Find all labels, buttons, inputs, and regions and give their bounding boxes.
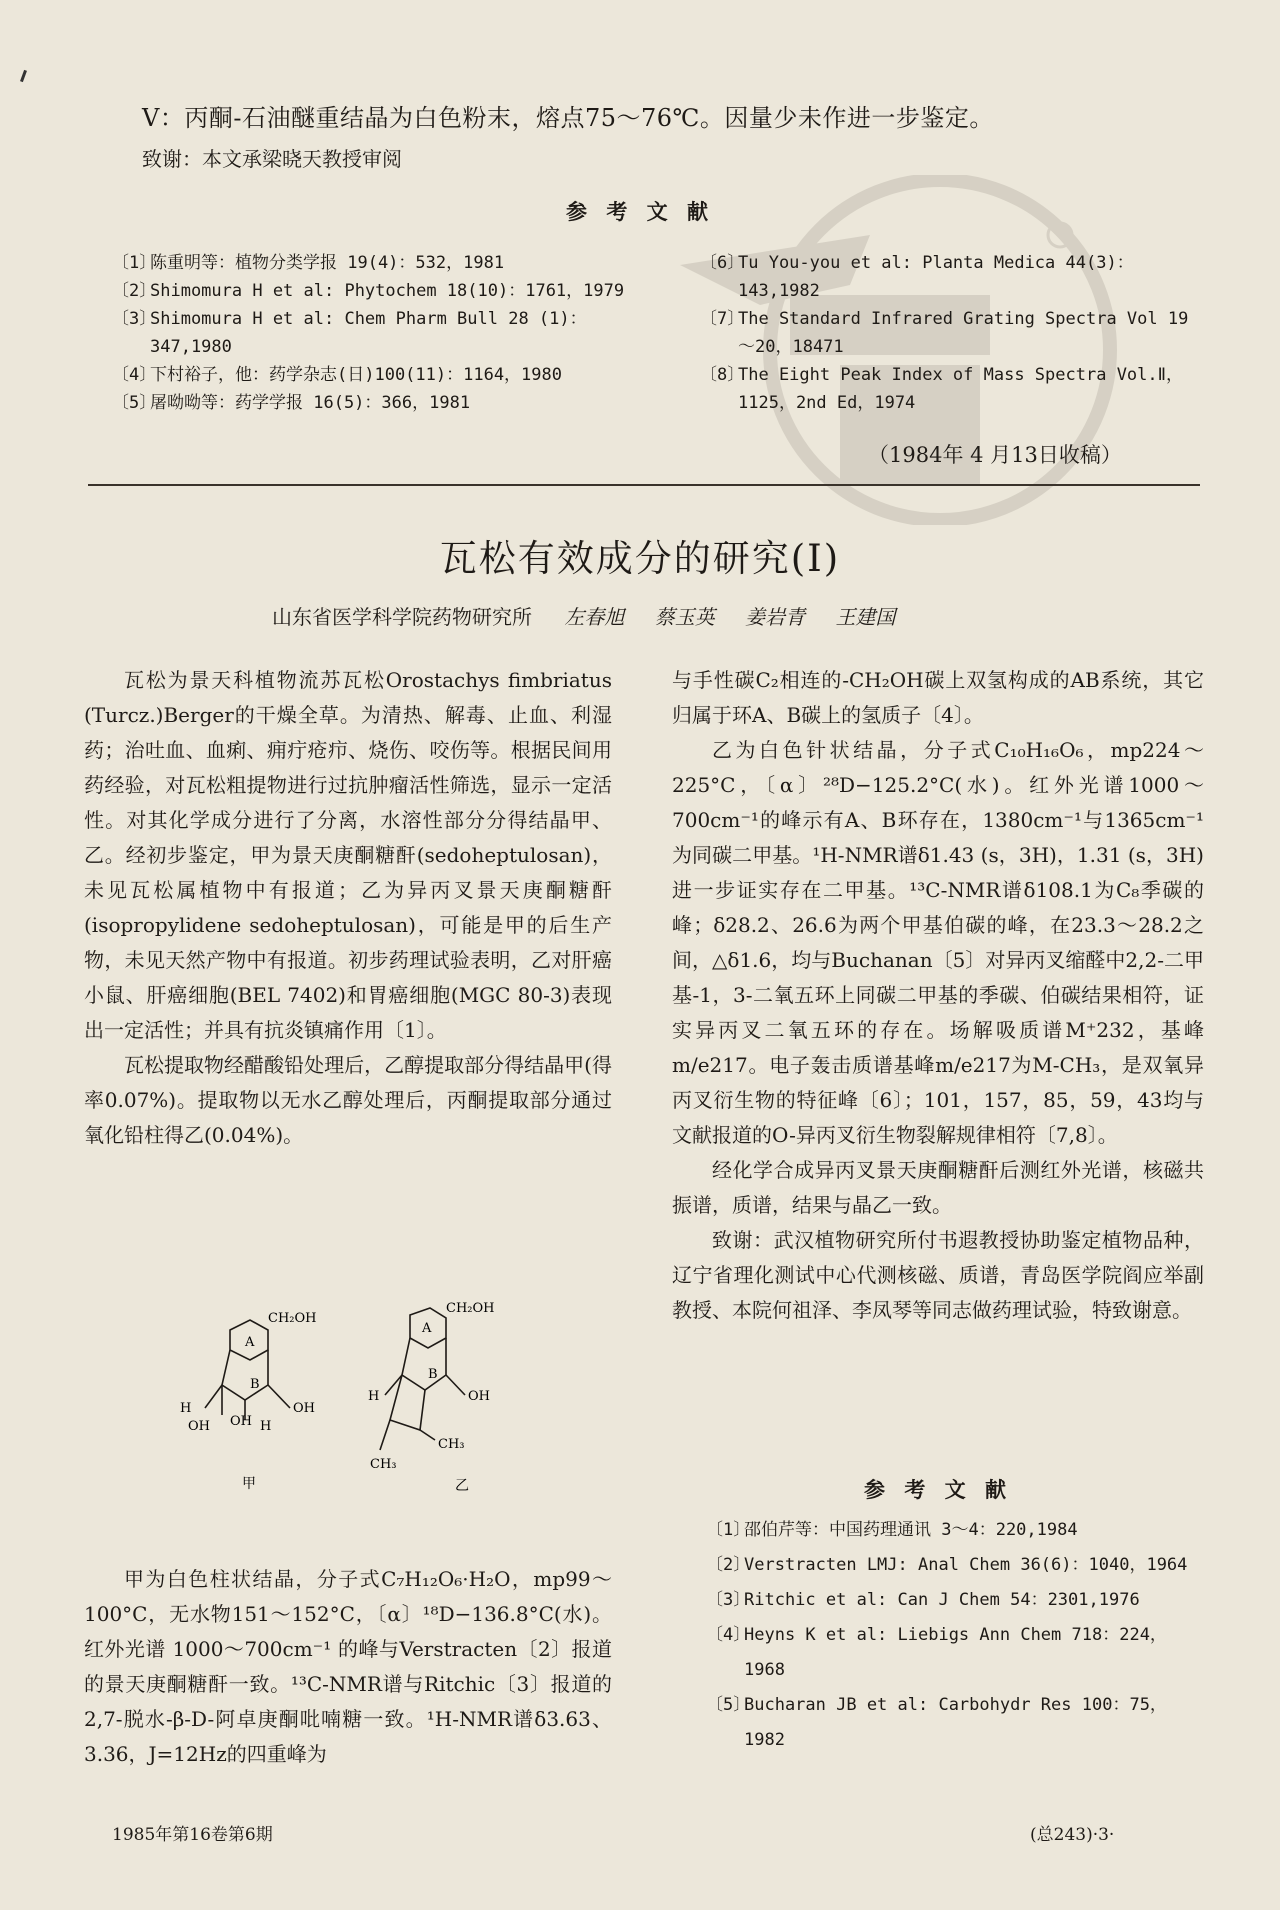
reference-list-previous-right — [700, 249, 1200, 417]
body-paragraph: 与手性碳C₂相连的-CH₂OH碳上双氢构成的AB系统，其它归属于环A、B碳上的氢质子〔4〕。 — [672, 668, 1204, 727]
ring-label: B — [428, 1367, 438, 1382]
compound-v-note: Ⅴ：丙酮-石油醚重结晶为白色粉末，熔点75～76℃。因量少未作进一步鉴定。 — [142, 104, 994, 132]
structure-figure — [150, 1300, 530, 1500]
reference-item: 〔5〕 屠呦呦等：药学学报 16(5)：366，1981 — [112, 393, 471, 413]
reference-item: 〔7〕 The Standard Infrared Grating Spectra Vol 19～20，18471 — [700, 309, 1189, 357]
substituent-label: H — [260, 1419, 272, 1434]
body-paragraph: 经化学合成异丙叉景天庚酮糖酐后测红外光谱，核磁共振谱，质谱，结果与晶乙一致。 — [672, 1158, 1204, 1217]
author-name: 王建国 — [835, 605, 896, 629]
substituent-label: OH — [468, 1389, 490, 1404]
substituent-label: H — [180, 1401, 192, 1416]
body-paragraph: 瓦松提取物经醋酸铅处理后，乙醇提取部分得结晶甲(得率0.07%)。提取物以无水乙醇处理后，丙酮提取部分通过氧化铅柱得乙(0.04%)。 — [84, 1053, 612, 1147]
author-name: 姜岩青 — [745, 605, 806, 629]
reference-item: 〔6〕 Tu You-you et al: Planta Medica 44(3)：143,1982 — [700, 253, 1134, 301]
substituent-label: CH₃ — [370, 1457, 397, 1472]
acknowledgement: 致谢：武汉植物研究所付书遐教授协助鉴定植物品种，辽宁省理化测试中心代测核磁、质谱，青岛医学院阎应举副教授、本院何祖泽、李凤琴等同志做药理试验，特致谢意。 — [672, 1228, 1204, 1322]
figure-label-yi: 乙 — [455, 1478, 469, 1494]
received-date: （1984年 4 月13日收稿） — [868, 443, 1122, 467]
ring-label: B — [250, 1377, 260, 1392]
substituent-label: CH₃ — [438, 1437, 465, 1452]
references-heading-previous: 参 考 文 献 — [566, 199, 714, 224]
reference-item: 〔1〕 陈重明等：植物分类学报 19(4)：532，1981 — [112, 253, 505, 273]
figure-label-jia: 甲 — [242, 1476, 256, 1492]
reference-item: 〔1〕 邵伯芹等：中国药理通讯 3～4：220,1984 — [706, 1520, 1078, 1540]
reference-item: 〔2〕 Shimomura H et al: Phytochem 18(10)：1761，1979 — [112, 281, 625, 301]
substituent-label: H — [368, 1389, 380, 1404]
journal-issue: 1985年第16卷第6期 — [112, 1825, 273, 1845]
reference-list-previous-left — [112, 249, 632, 417]
reference-item: 〔3〕 Ritchic et al: Can J Chem 54：2301,1976 — [706, 1590, 1140, 1610]
substituent-label: OH — [188, 1419, 210, 1434]
body-column-left-bottom — [84, 1562, 612, 1772]
reference-item: 〔4〕 下村裕子，他：药学杂志(日)100(11)：1164，1980 — [112, 365, 562, 385]
author-name: 左春旭 — [564, 605, 625, 629]
substituent-label: OH — [230, 1414, 252, 1429]
substituent-label: CH₂OH — [446, 1301, 495, 1316]
body-column-right — [672, 663, 1204, 1328]
ring-label: A — [245, 1335, 255, 1350]
body-column-left-top — [84, 663, 612, 1153]
reference-item: 〔3〕 Shimomura H et al: Chem Pharm Bull 28 (1)：347,1980 — [112, 309, 587, 357]
reference-list — [706, 1513, 1201, 1758]
acknowledgement-previous: 致谢：本文承梁晓天教授审阅 — [142, 147, 402, 171]
references-heading: 参 考 文 献 — [864, 1477, 1012, 1502]
body-paragraph: 瓦松为景天科植物流苏瓦松Orostachys fimbriatus (Turcz.)Berger的干燥全草。为清热、解毒、止血、利湿药；治吐血、血痢、痈疔疮疖、烧伤、咬伤等。根据民间用药经验，对瓦松粗提物进行过抗肿瘤活性筛选，显示一定活性。对其化学成分进行了分离，水溶性部分分得结晶甲、乙。经初步鉴定，甲为景天庚酮糖酐(sedoheptulosan)，未见瓦松属植物中有报道；乙为异丙叉景天庚酮糖酐(isopropylidene sedoheptulosan)，可能是甲的后生产物，未见天然产物中有报道。初步药理试验表明，乙对肝癌小鼠、肝癌细胞(BEL 7402)和胃癌细胞(MGC 80-3)表现出一定活性；并具有抗炎镇痛作用〔1〕。 — [84, 668, 612, 1042]
section-divider — [88, 484, 1200, 486]
substituent-label: OH — [293, 1401, 315, 1416]
ink-mark — [20, 70, 27, 82]
ring-label: A — [422, 1321, 432, 1336]
body-paragraph: 甲为白色柱状结晶，分子式C₇H₁₂O₆·H₂O，mp99～100°C，无水物151～152°C，〔α〕¹⁸D−136.8°C(水)。红外光谱 1000～700cm⁻¹ 的峰与Verstracten〔2〕报道的景天庚酮糖酐一致。¹³C-NMR谱与Ritchic〔3〕报道的2,7-脱水-β-D-阿卓庚酮吡喃糖一致。¹H-NMR谱δ3.63、3.36，J=12Hz的四重峰为 — [84, 1567, 612, 1766]
body-paragraph: 乙为白色针状结晶，分子式C₁₀H₁₆O₆，mp224～225°C，〔α〕²⁸D−125.2°C(水)。红外光谱1000～700cm⁻¹的峰示有A、B环存在，1380cm⁻¹与1365cm⁻¹为同碳二甲基。¹H-NMR谱δ1.43 (s，3H)，1.31 (s，3H)进一步证实存在二甲基。¹³C-NMR谱δ108.1为C₈季碳的峰；δ28.2、26.6为两个甲基伯碳的峰，在23.3～28.2之间，△δ1.6，均与Buchanan〔5〕对异丙叉缩醛中2,2-二甲基-1，3-二氧五环上同碳二甲基的季碳、伯碳结果相符，证实异丙叉二氧五环的存在。场解吸质谱M⁺232，基峰m/e217。电子轰击质谱基峰m/e217为M-CH₃，是双氧异丙叉衍生物的特征峰〔6〕；101，157，85，59，43均与文献报道的O-异丙叉衍生物裂解规律相符〔7,8〕。 — [672, 738, 1204, 1147]
article-title: 瓦松有效成分的研究(Ⅰ) — [439, 537, 841, 580]
reference-item: 〔5〕 Bucharan JB et al: Carbohydr Res 100：75，1982 — [706, 1695, 1167, 1750]
author-line — [272, 601, 919, 630]
reference-item: 〔2〕 Verstracten LMJ: Anal Chem 36(6)：1040，1964 — [706, 1555, 1188, 1575]
reference-item: 〔4〕 Heyns K et al: Liebigs Ann Chem 718：224，1968 — [706, 1625, 1167, 1680]
substituent-label: CH₂OH — [268, 1311, 317, 1326]
author-name: 蔡玉英 — [654, 605, 715, 629]
institution: 山东省医学科学院药物研究所 — [272, 605, 532, 629]
reference-item: 〔8〕 The Eight Peak Index of Mass Spectra Vol.Ⅱ，1125，2nd Ed，1974 — [700, 365, 1183, 413]
page-number: (总243)·3· — [1030, 1825, 1115, 1845]
